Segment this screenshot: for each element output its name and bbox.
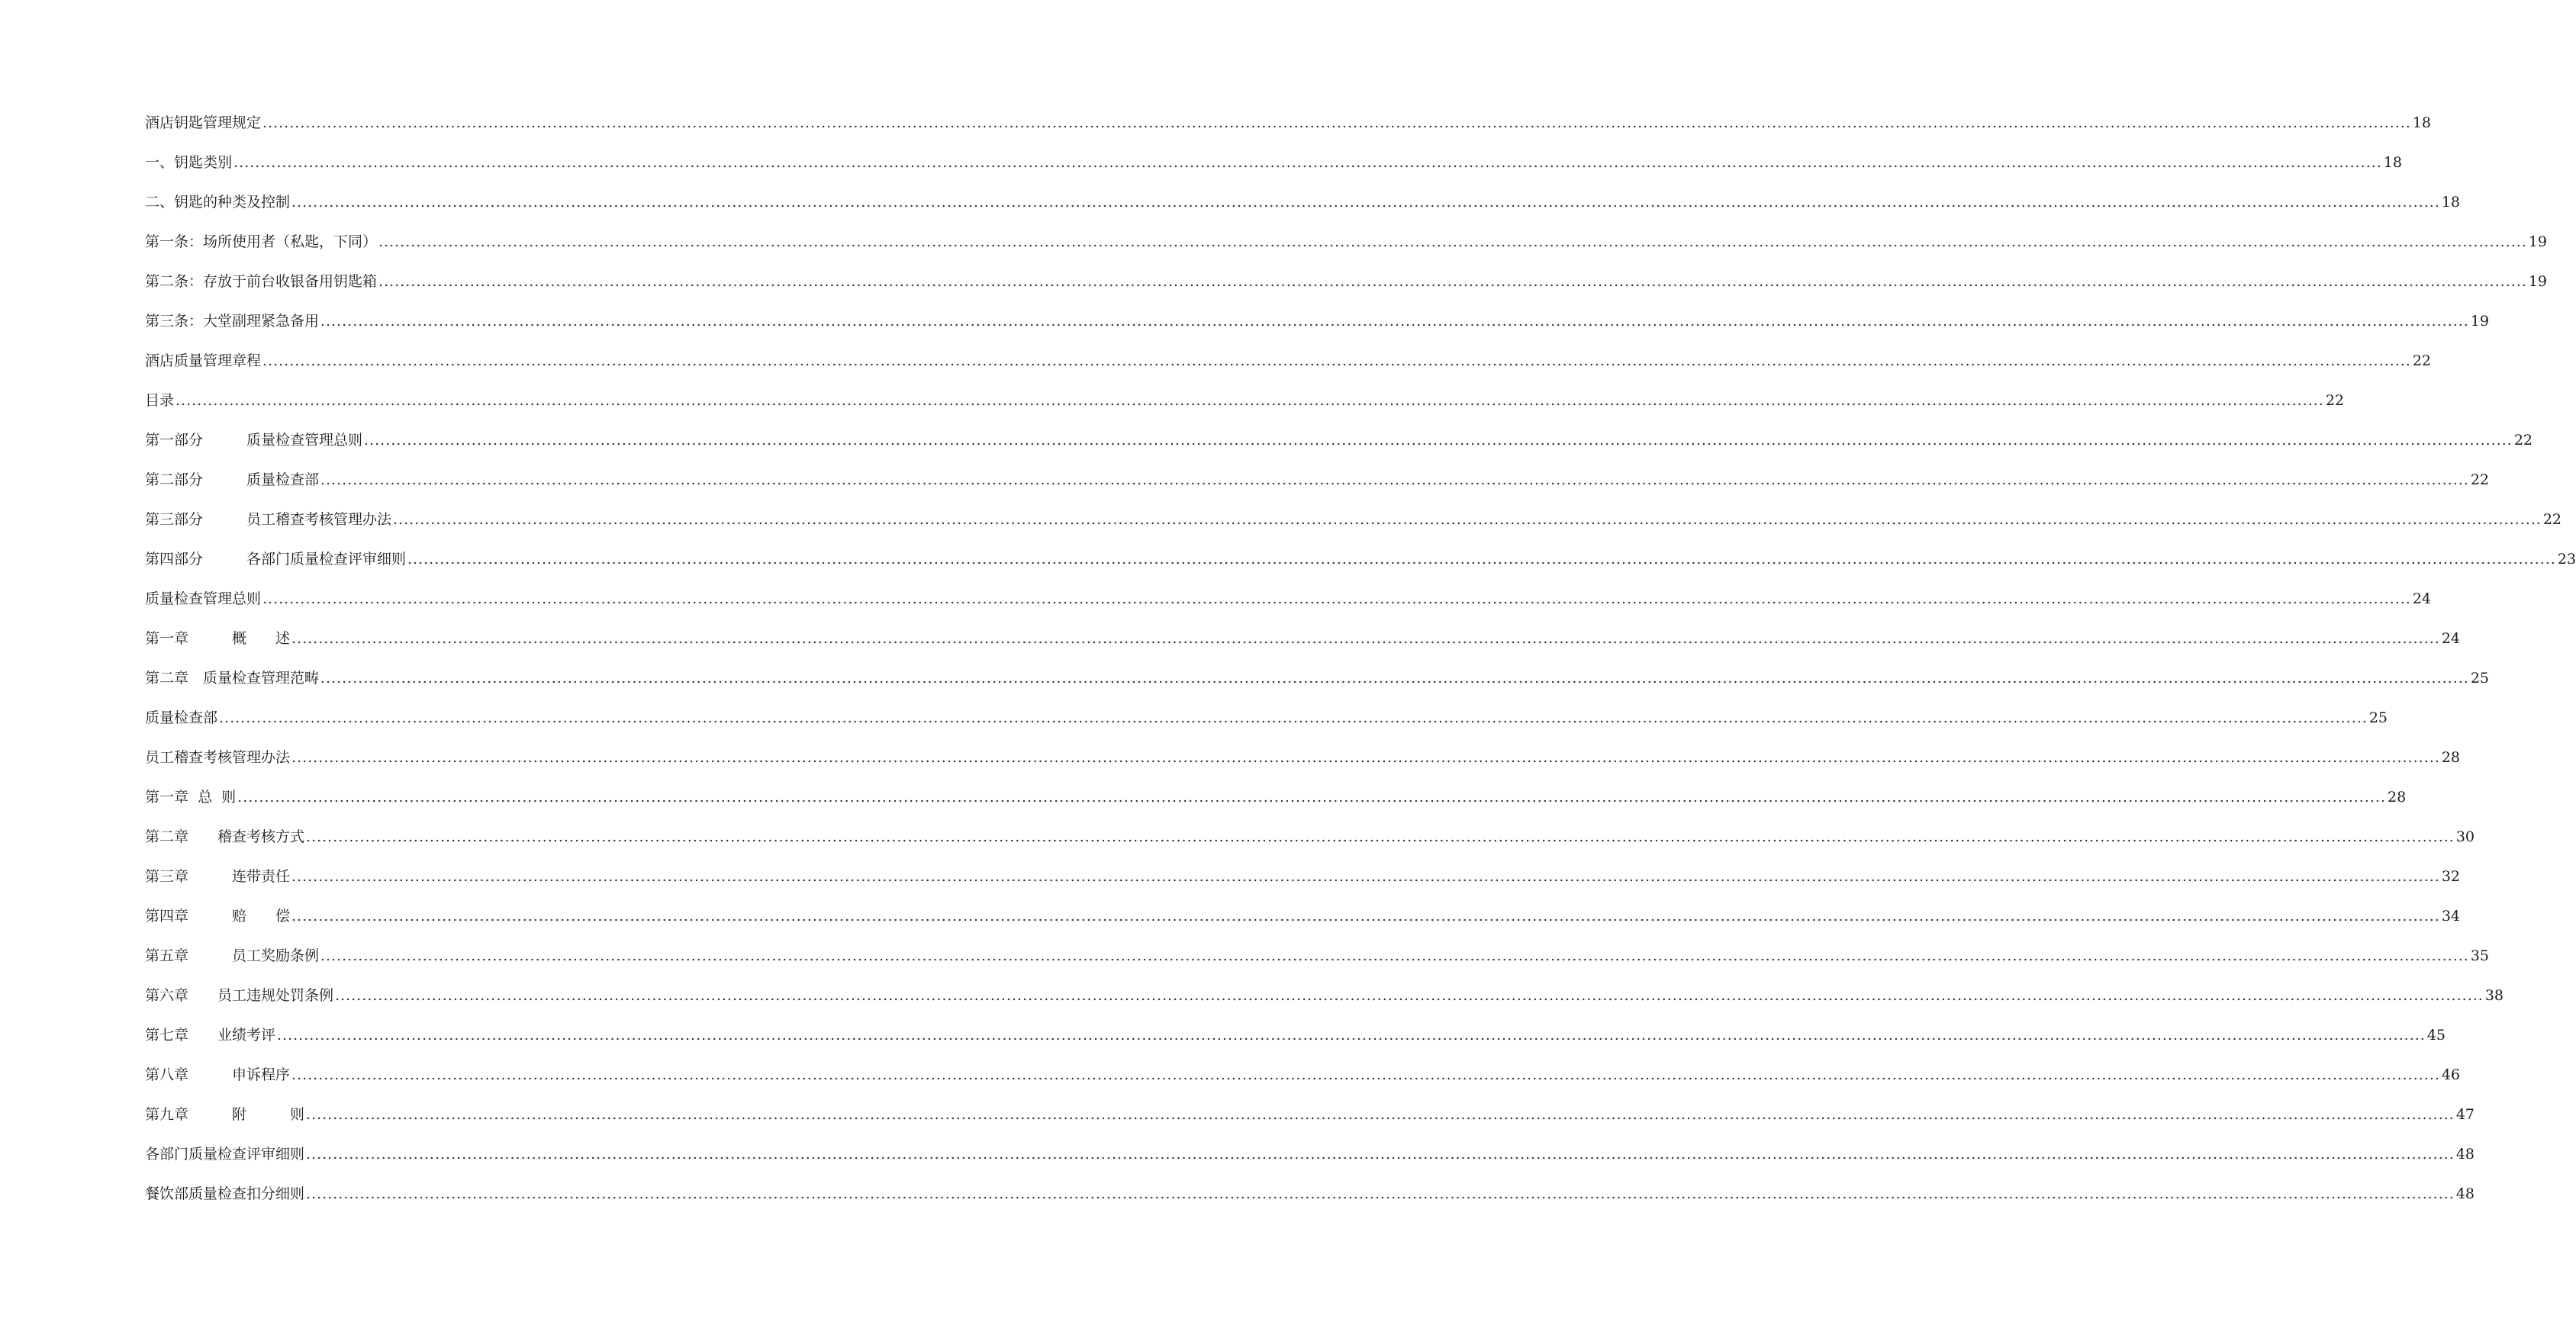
toc-entry-page-number: 25 [2368,709,2388,726]
table-of-contents [145,114,2576,1225]
toc-entry-page-number: 47 [2455,1106,2475,1123]
toc-entry-title: 质量检查管理总则 [145,590,262,607]
toc-entry-page-number: 45 [2426,1027,2446,1044]
toc-entry-title: 酒店质量管理章程 [145,352,262,369]
dot-leader: ................................................................................................................................................................................................................................................................................................................................................................................................................ [262,352,2411,369]
toc-entry-page-number: 30 [2455,828,2475,845]
toc-entry[interactable] [145,352,2432,392]
toc-entry-page-number: 25 [2470,670,2490,687]
dot-leader: ................................................................................................................................................................................................................................................................................................................................................................................................................ [291,908,2440,925]
toc-entry-title: 第五章 员工奖励条例 [145,947,320,964]
toc-entry-title: 第一章 总 则 [145,789,237,806]
dot-leader: ................................................................................................................................................................................................................................................................................................................................................................................................................ [378,233,2527,250]
toc-entry[interactable] [145,987,2504,1027]
dot-leader: ................................................................................................................................................................................................................................................................................................................................................................................................................ [306,1106,2455,1123]
dot-leader: ................................................................................................................................................................................................................................................................................................................................................................................................................ [306,1146,2455,1163]
dot-leader: ................................................................................................................................................................................................................................................................................................................................................................................................................ [407,551,2556,568]
toc-entry-page-number: 48 [2455,1146,2475,1163]
dot-leader: ................................................................................................................................................................................................................................................................................................................................................................................................................ [237,789,2386,806]
toc-entry-title: 第七章 业绩考评 [145,1027,276,1044]
toc-entry-page-number: 19 [2470,313,2490,330]
dot-leader: ................................................................................................................................................................................................................................................................................................................................................................................................................ [320,670,2469,687]
toc-entry-title: 第二条：存放于前台收银备用钥匙箱 [145,273,378,290]
toc-entry[interactable] [145,1066,2461,1106]
toc-entry[interactable] [145,630,2461,670]
toc-entry-title: 第八章 申诉程序 [145,1066,291,1083]
toc-entry-title: 质量检查部 [145,709,218,726]
dot-leader: ................................................................................................................................................................................................................................................................................................................................................................................................................ [291,1066,2440,1083]
toc-entry-title: 第二章 质量检查管理范畴 [145,670,320,687]
toc-entry-title: 餐饮部质量检查扣分细则 [145,1185,305,1202]
toc-entry-page-number: 22 [2325,392,2345,409]
toc-entry-title: 第九章 附 则 [145,1106,305,1123]
dot-leader: ................................................................................................................................................................................................................................................................................................................................................................................................................ [291,868,2440,885]
toc-entry-title: 第二部分 质量检查部 [145,471,320,488]
toc-entry[interactable] [145,233,2548,273]
toc-entry-title: 一、钥匙类别 [145,154,233,171]
toc-entry-page-number: 24 [2441,630,2461,647]
toc-entry-title: 第一条：场所使用者（私匙，下同） [145,233,378,250]
toc-entry[interactable] [145,1106,2475,1146]
dot-leader: ................................................................................................................................................................................................................................................................................................................................................................................................................ [306,1185,2455,1202]
toc-entry-title: 第一章 概 述 [145,630,291,647]
toc-entry-page-number: 28 [2441,749,2461,766]
toc-entry-title: 第四章 赔 偿 [145,908,291,925]
toc-entry[interactable] [145,313,2490,352]
toc-entry-page-number: 34 [2441,908,2461,925]
toc-entry-page-number: 22 [2542,511,2562,528]
toc-entry[interactable] [145,471,2490,511]
toc-entry-page-number: 22 [2513,432,2533,449]
toc-entry[interactable] [145,670,2490,709]
dot-leader: ................................................................................................................................................................................................................................................................................................................................................................................................................ [378,273,2527,290]
toc-entry[interactable] [145,1185,2475,1225]
toc-entry-page-number: 18 [2412,114,2432,131]
toc-entry-page-number: 22 [2470,471,2490,488]
toc-entry-title: 第一部分 质量检查管理总则 [145,432,363,449]
toc-entry-page-number: 35 [2470,947,2490,964]
dot-leader: ................................................................................................................................................................................................................................................................................................................................................................................................................ [291,194,2440,211]
dot-leader: ................................................................................................................................................................................................................................................................................................................................................................................................................ [364,432,2513,449]
toc-entry-page-number: 46 [2441,1066,2461,1083]
toc-entry[interactable] [145,1027,2446,1066]
toc-entry-title: 各部门质量检查评审细则 [145,1146,305,1163]
dot-leader: ................................................................................................................................................................................................................................................................................................................................................................................................................ [291,630,2440,647]
toc-entry-page-number: 22 [2412,352,2432,369]
toc-entry-title: 第三条：大堂副理紧急备用 [145,313,320,330]
dot-leader: ................................................................................................................................................................................................................................................................................................................................................................................................................ [335,987,2484,1004]
toc-entry-page-number: 18 [2383,154,2403,171]
toc-entry-title: 第三章 连带责任 [145,868,291,885]
toc-entry[interactable] [145,709,2388,749]
toc-entry[interactable] [145,551,2576,590]
toc-entry[interactable] [145,432,2533,471]
toc-entry[interactable] [145,392,2345,432]
toc-entry[interactable] [145,828,2475,868]
toc-entry[interactable] [145,908,2461,947]
toc-entry[interactable] [145,114,2432,154]
toc-entry[interactable] [145,868,2461,908]
toc-entry-title: 第二章 稽查考核方式 [145,828,305,845]
toc-entry[interactable] [145,789,2407,828]
toc-entry-page-number: 48 [2455,1185,2475,1202]
toc-entry-page-number: 18 [2441,194,2461,211]
dot-leader: ................................................................................................................................................................................................................................................................................................................................................................................................................ [306,828,2455,845]
toc-entry[interactable] [145,273,2548,313]
toc-entry-page-number: 24 [2412,590,2432,607]
toc-entry-title: 第四部分 各部门质量检查评审细则 [145,551,407,568]
dot-leader: ................................................................................................................................................................................................................................................................................................................................................................................................................ [219,709,2368,726]
toc-entry[interactable] [145,511,2562,551]
toc-entry[interactable] [145,194,2461,233]
toc-entry[interactable] [145,749,2461,789]
toc-entry-page-number: 23 [2557,551,2576,568]
toc-entry[interactable] [145,590,2432,630]
dot-leader: ................................................................................................................................................................................................................................................................................................................................................................................................................ [175,392,2324,409]
toc-entry-title: 酒店钥匙管理规定 [145,114,262,131]
toc-entry-page-number: 28 [2388,789,2407,806]
toc-entry[interactable] [145,947,2490,987]
toc-entry-page-number: 19 [2528,273,2548,290]
toc-entry[interactable] [145,154,2403,194]
dot-leader: ................................................................................................................................................................................................................................................................................................................................................................................................................ [291,749,2440,766]
dot-leader: ................................................................................................................................................................................................................................................................................................................................................................................................................ [262,114,2411,131]
dot-leader: ................................................................................................................................................................................................................................................................................................................................................................................................................ [320,947,2469,964]
toc-entry-title: 员工稽查考核管理办法 [145,749,291,766]
toc-entry-title: 第三部分 员工稽查考核管理办法 [145,511,392,528]
toc-entry-page-number: 19 [2528,233,2548,250]
toc-entry-title: 第六章 员工违规处罚条例 [145,987,334,1004]
toc-entry-page-number: 32 [2441,868,2461,885]
dot-leader: ................................................................................................................................................................................................................................................................................................................................................................................................................ [233,154,2382,171]
dot-leader: ................................................................................................................................................................................................................................................................................................................................................................................................................ [262,590,2411,607]
toc-entry-title: 二、钥匙的种类及控制 [145,194,291,211]
dot-leader: ................................................................................................................................................................................................................................................................................................................................................................................................................ [320,313,2469,330]
dot-leader: ................................................................................................................................................................................................................................................................................................................................................................................................................ [277,1027,2426,1044]
toc-entry-page-number: 38 [2484,987,2504,1004]
toc-entry[interactable] [145,1146,2475,1185]
dot-leader: ................................................................................................................................................................................................................................................................................................................................................................................................................ [393,511,2542,528]
dot-leader: ................................................................................................................................................................................................................................................................................................................................................................................................................ [320,471,2469,488]
toc-entry-title: 目录 [145,392,175,409]
